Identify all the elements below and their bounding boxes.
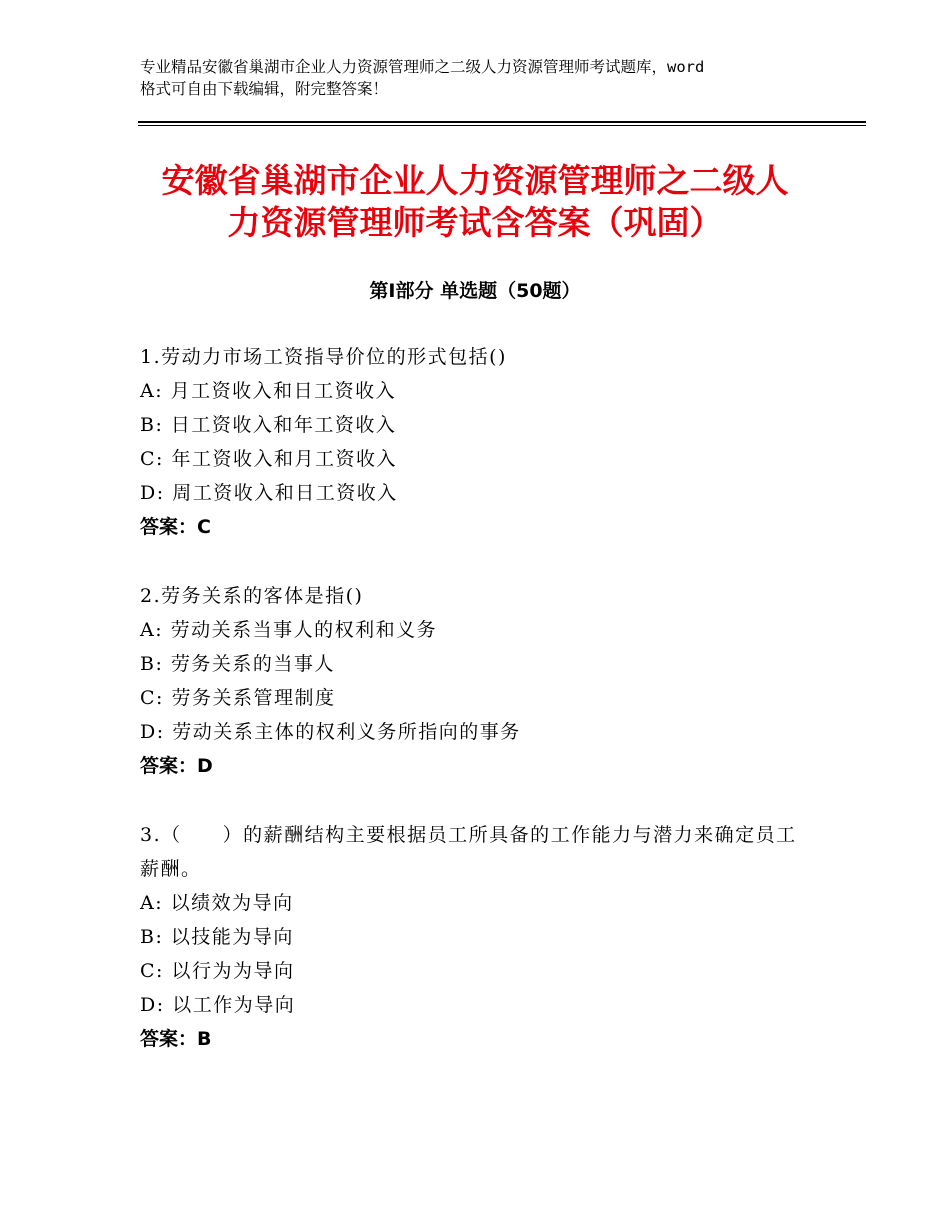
option-key: A: <box>140 380 164 402</box>
question-stem: 3.（ ）的薪酬结构主要根据员工所具备的工作能力与潜力来确定员工薪酬。 <box>140 824 797 880</box>
question-2 <box>140 579 810 783</box>
header-note-line-2: 格式可自由下载编辑，附完整答案！ <box>140 80 389 98</box>
question-option <box>140 988 810 1022</box>
question-option <box>140 374 810 408</box>
section-heading: 第Ⅰ部分 单选题（50题） <box>369 280 581 302</box>
question-option <box>140 613 810 647</box>
option-text: 以行为为导向 <box>171 960 295 982</box>
option-text: 劳务关系管理制度 <box>171 687 336 709</box>
header-note-line-1: 专业精品安徽省巢湖市企业人力资源管理师之二级人力资源管理师考试题库，word <box>140 58 705 76</box>
question-1 <box>140 340 810 544</box>
document-title <box>100 160 850 244</box>
option-key: B: <box>140 926 164 948</box>
option-text: 劳务关系的当事人 <box>170 653 335 675</box>
option-key: C: <box>140 960 164 982</box>
header-divider-thin <box>138 125 866 126</box>
header-note <box>140 56 820 100</box>
question-option <box>140 886 810 920</box>
question-3 <box>140 818 810 1056</box>
question-option <box>140 442 810 476</box>
option-text: 劳动关系主体的权利义务所指向的事务 <box>172 721 521 743</box>
option-text: 以技能为导向 <box>170 926 294 948</box>
question-answer: 答案：D <box>140 755 213 777</box>
question-option <box>140 476 810 510</box>
option-text: 月工资收入和日工资收入 <box>170 380 397 402</box>
option-text: 以绩效为导向 <box>170 892 294 914</box>
question-option <box>140 954 810 988</box>
option-key: D: <box>140 994 165 1016</box>
question-option <box>140 647 810 681</box>
question-stem: 1.劳动力市场工资指导价位的形式包括() <box>140 346 507 368</box>
question-stem: 2.劳务关系的客体是指() <box>140 585 364 607</box>
option-text: 年工资收入和月工资收入 <box>171 448 398 470</box>
option-text: 周工资收入和日工资收入 <box>172 482 398 504</box>
option-key: B: <box>140 653 164 675</box>
option-key: A: <box>140 892 164 914</box>
question-answer: 答案：C <box>140 516 211 538</box>
option-key: D: <box>140 721 165 743</box>
question-option <box>140 715 810 749</box>
option-text: 劳动关系当事人的权利和义务 <box>170 619 438 641</box>
question-option <box>140 920 810 954</box>
option-key: B: <box>140 414 164 436</box>
option-text: 日工资收入和年工资收入 <box>170 414 397 436</box>
title-line-2: 力资源管理师考试含答案（巩固） <box>227 203 723 242</box>
header-divider-thick <box>138 121 866 123</box>
title-line-1: 安徽省巢湖市企业人力资源管理师之二级人 <box>161 161 789 200</box>
option-key: D: <box>140 482 165 504</box>
option-key: C: <box>140 448 164 470</box>
option-key: C: <box>140 687 164 709</box>
option-key: A: <box>140 619 164 641</box>
question-option <box>140 408 810 442</box>
question-answer: 答案：B <box>140 1028 212 1050</box>
question-option <box>140 681 810 715</box>
option-text: 以工作为导向 <box>172 994 296 1016</box>
